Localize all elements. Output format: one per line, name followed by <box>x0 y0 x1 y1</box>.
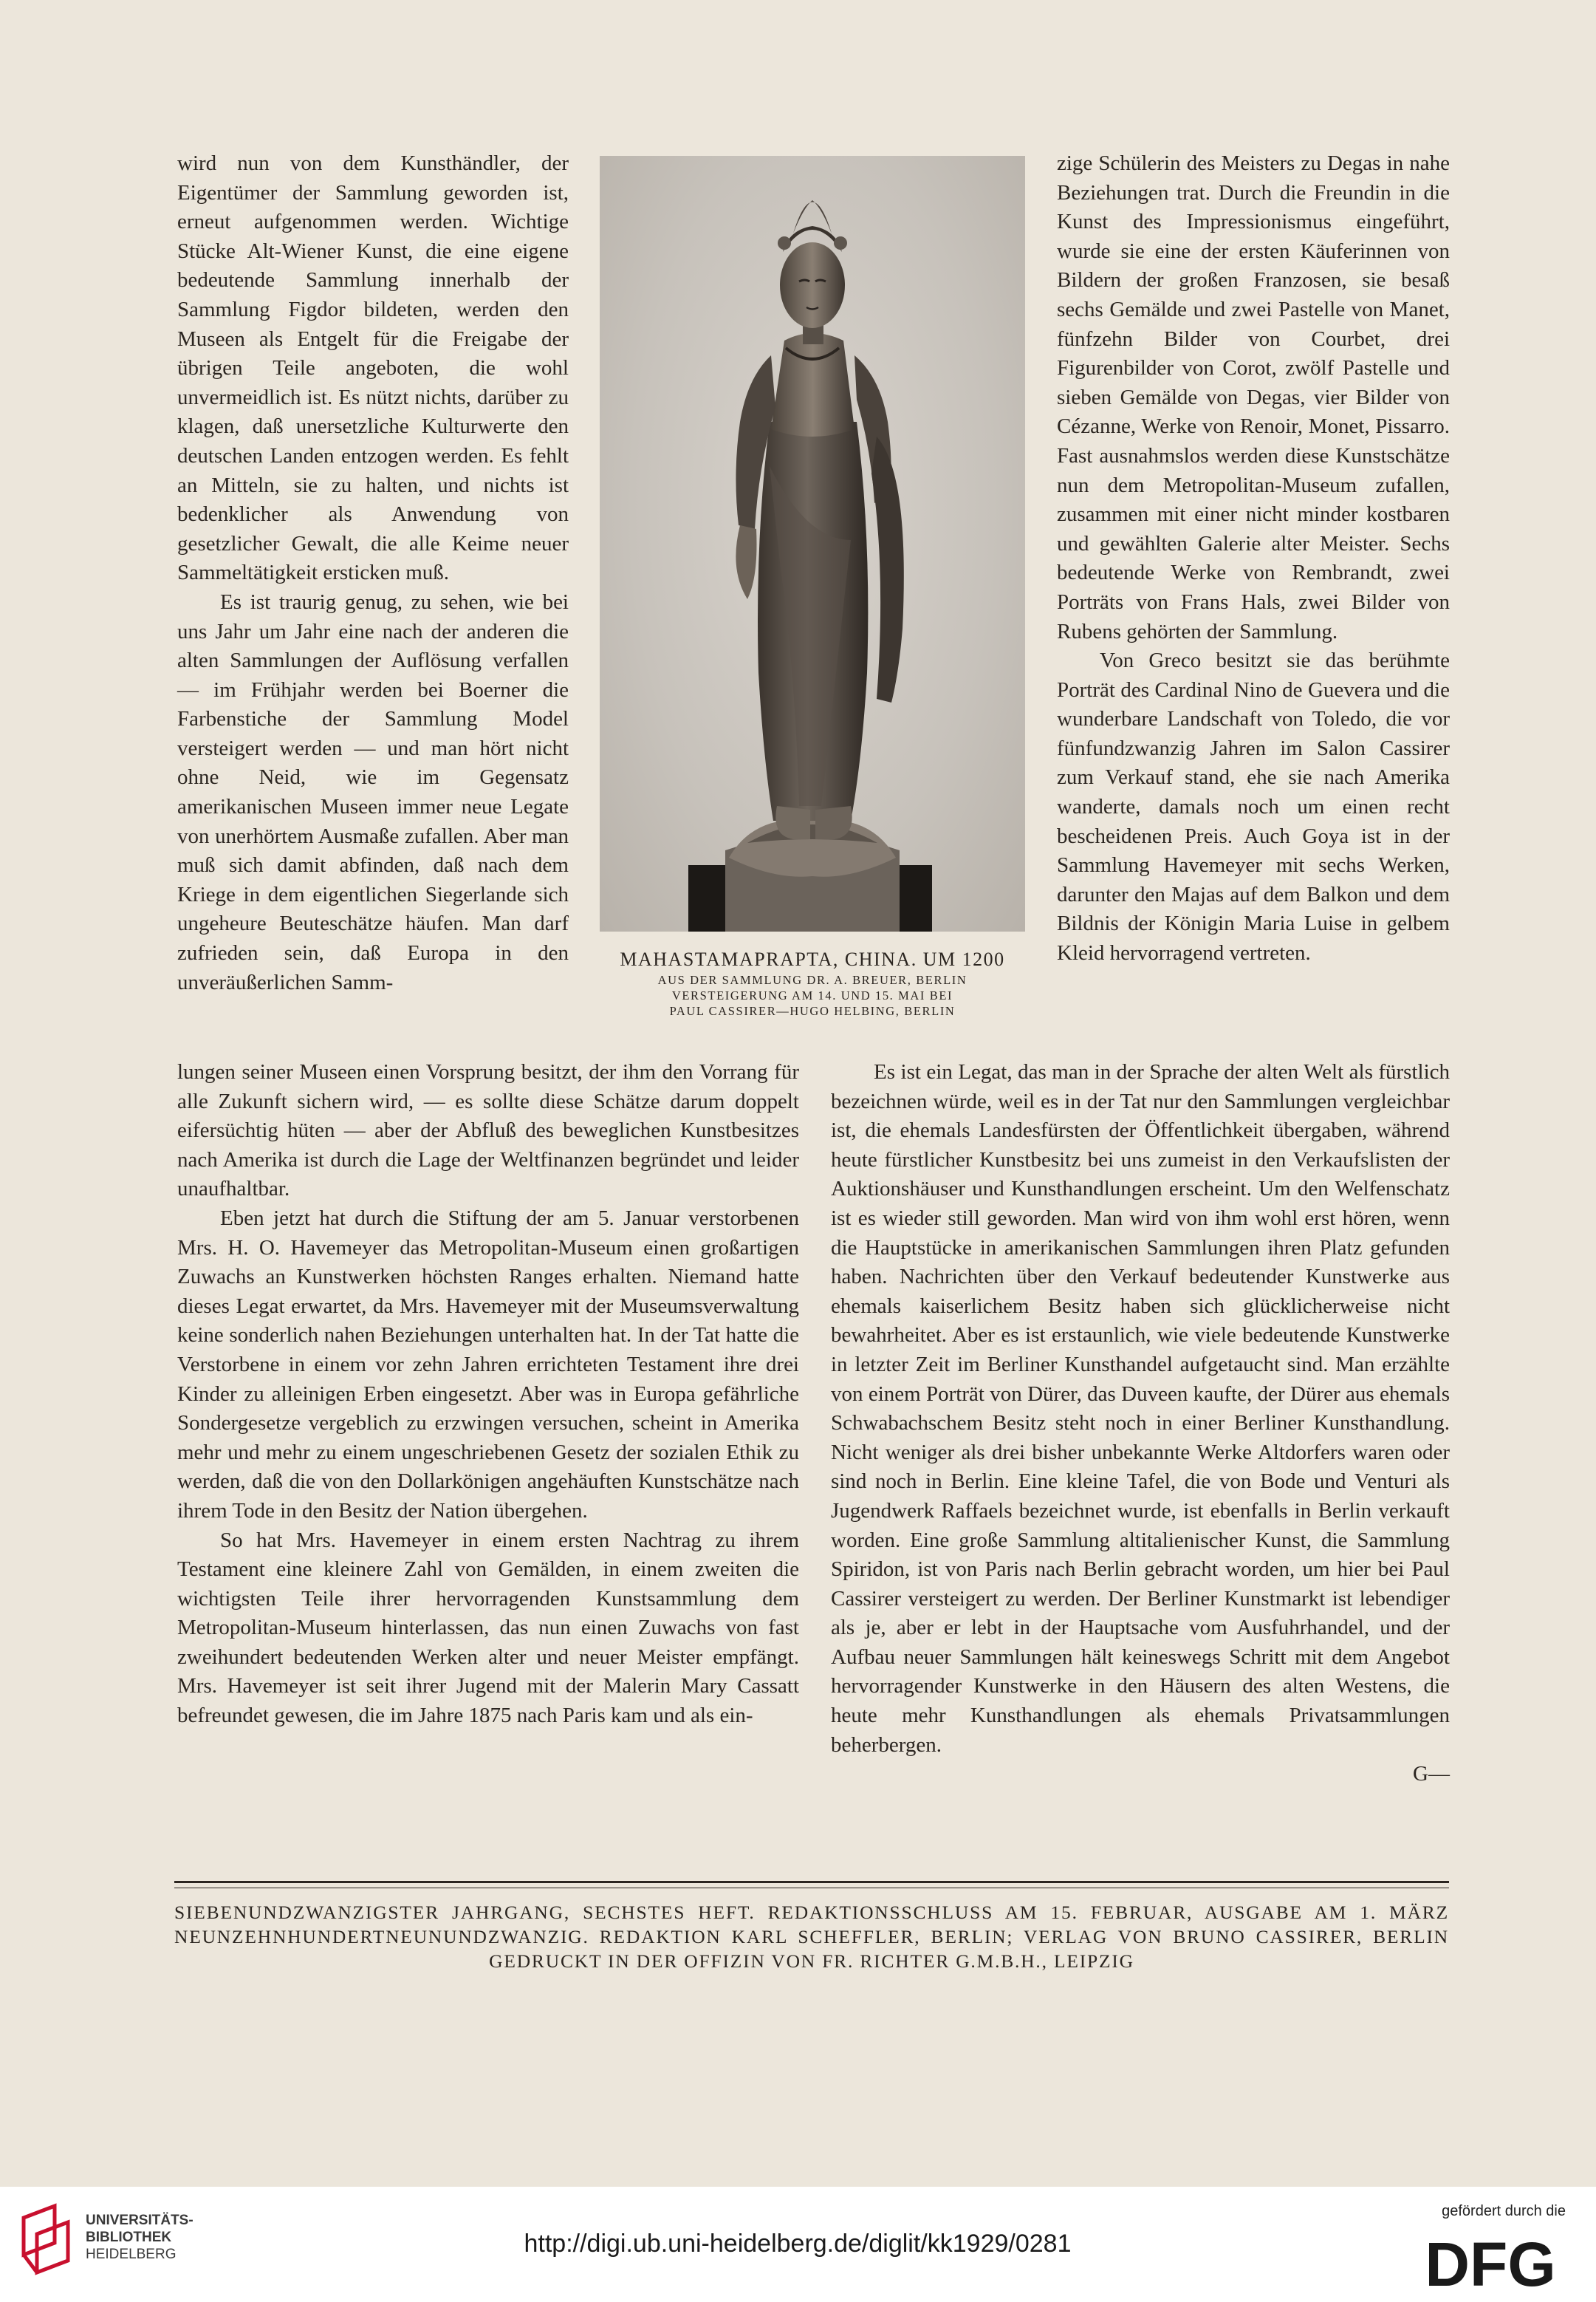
rule-thick <box>174 1881 1449 1883</box>
paragraph: Es ist traurig genug, zu sehen, wie bei uns Jahr um Jahr eine nach der anderen die alten Sammlungen der Auflösung verfallen — im Frühjahr werden bei Boerner die Farbenstiche der Sammlung Model versteigert werden — und man hört nicht ohne Neid, wie im Gegensatz amerikanischen Museen immer neue Legate von unerhörtem Ausmaße zufallen. Aber man muß sich damit abfinden, daß nach dem Kriege in dem eigentlichen Siegerlande sich ungeheure Beuteschätze häufen. Man darf zufrieden sein, daß Europa in den unveräußerlichen Samm- <box>177 590 569 994</box>
paragraph: So hat Mrs. Havemeyer in einem ersten Nachtrag zu ihrem Testament eine kleinere Zahl von Gemälden, in einem zweiten die wichtigsten Teile ihrer hervorragenden Kunstsammlung dem Metropolitan-Museum hinterlassen, das nun einen Zuwachs von fast zweihundert bedeutenden Werken alter und neuer Meister empfängt. Mrs. Havemeyer ist seit ihrer Jugend mit der Malerin Mary Cassatt befreundet gewesen, die im Jahre 1875 nach Paris kam und als ein- <box>177 1528 799 1728</box>
library-name-line: UNIVERSITÄTS- <box>86 2213 193 2228</box>
text-column-right-upper <box>1057 149 1450 969</box>
author-signature: G— <box>1413 1762 1450 1786</box>
paragraph: zige Schülerin des Meisters zu Degas in nahe Beziehungen trat. Durch die Freundin in die Kunst des Impressionismus eingeführt, wurde sie eine der ersten Käuferinnen von Bildern der großen Franzosen, sie besaß sechs Gemälde und zwei Pastelle von Manet, fünfzehn Bilder von Courbet, drei Figurenbilder von Corot, zwölf Pastelle und sieben Gemälde von Degas, vier Bilder von Cézanne, Werke von Renoir, Monet, Pissarro. Fast ausnahmslos werden diese Kunstschätze nun dem Metropolitan-Museum zufallen, zusammen mit einer nicht minder kostbaren und gewählten Galerie alter Meister. Sechs bedeutende Werke von Rembrandt, zwei Porträts von Frans Hals, zwei Bilder von Rubens gehörten der Sammlung. <box>1057 151 1450 643</box>
dfg-logo-icon <box>1406 2236 1575 2293</box>
paragraph: Es ist ein Legat, das man in der Sprache der alten Welt als fürstlich bezeichnen würde, weil es in der Tat nur den Sammlungen vergleichbar ist, die ehemals Landesfürsten der Öffentlichkeit übergaben, während heute fürstlicher Kunstbesitz bei uns zumeist in den Verkaufslisten der Auktionshäuser und Kunsthandlungen erscheint. Um den Welfenschatz ist es wieder still geworden. Man wird von ihm wohl erst hören, wenn die Hauptstücke in amerikanischen Sammlungen ihren Platz gefunden haben. Nachrichten über den Verkauf bedeutender Kunstwerke aus ehemals kaiserlichem Besitz haben sich glücklicherweise nicht bewahrheitet. Aber es ist erstaunlich, wie viele bedeutende Kunstwerke in letzter Zeit im Berliner Kunsthandel aufgetaucht sind. Man erzählte von einem Porträt von Dürer, das Duveen kaufte, der Dürer aus ehemals Schwabachschem Besitz steht noch in einer Berliner Kunsthandlung. Nicht weniger als drei bisher unbekannte Werke Altdorfers waren oder sind noch in Berlin. Eine kleine Tafel, die von Bode und Venturi als Jugendwerk Raffaels bezeichnet wurde, ist ebenfalls in Berlin verkauft worden. Eine große Sammlung altitalienischer Kunst, die Sammlung Spiridon, ist von Paris nach Berlin gebracht worden, um hier bei Paul Cassirer versteigert zu werden. Der Berliner Kunstmarkt ist lebendiger als je, aber er lebt in der Hauptsache vom Ausfuhrhandel, und der Aufbau neuer Sammlungen hält keineswegs Schritt mit dem Angebot hervorragender Kunstwerke in den Häusern des alten Westens, die heute mehr Kunsthandlungen als ehemals Privatsammlungen beherbergen. <box>831 1060 1450 1757</box>
paragraph: wird nun von dem Kunsthändler, der Eigentümer der Sammlung geworden ist, erneut aufgenommen werden. Wichtige Stücke Alt-Wiener Kunst, die eine eigene bedeutende Sammlung innerhalb der Sammlung Figdor bildeten, werden den Museen als Entgelt für die Freigabe der übrigen Teile angeboten, die wohl unvermeidlich ist. Es nützt nichts, darüber zu klagen, daß unersetzliche Kulturwerte den deutschen Landen entzogen werden. Es fehlt an Mitteln, sie zu halten, und nichts ist bedenklicher als Anwendung von gesetzlicher Gewalt, die alle Keime neuer Sammeltätigkeit ersticken muß. <box>177 151 569 585</box>
paragraph: Von Greco besitzt sie das berühmte Porträt des Cardinal Nino de Guevera und die wunderbare Landschaft von Toledo, die vor fünfundzwanzig Jahren im Salon Cassirer zum Verkauf stand, ehe sie nach Amerika wanderte, damals noch um einen recht bescheidenen Preis. Auch Goya ist in der Sammlung Havemeyer mit sechs Werken, darunter den Majas auf dem Balkon und dem Bildnis der Königin Maria Luise in gelbem Kleid hervorragend vertreten. <box>1057 649 1450 966</box>
caption-auctioneers: PAUL CASSIRER—HUGO HELBING, BERLIN <box>669 1004 956 1018</box>
sculpture-photograph <box>600 156 1025 932</box>
colophon-rule <box>174 1881 1449 1888</box>
text-column-right-lower <box>831 1058 1450 1789</box>
caption-auction: VERSTEIGERUNG AM 14. UND 15. MAI BEI <box>671 988 953 1003</box>
text-column-left-upper <box>177 149 569 997</box>
paragraph: lungen seiner Museen einen Vorsprung besitzt, der ihm den Vorrang für alle Zukunft sichern wird, — es sollte diese Schätze darum doppelt eifersüchtig hüten — aber der Abfluß des beweglichen Kunstbesitzes nach Amerika ist durch die Lage der Weltfinanzen begründet und leider unaufhaltbar. <box>177 1060 799 1201</box>
caption-title: MAHASTAMAPRAPTA, CHINA. UM 1200 <box>620 949 1005 970</box>
dfg-logo-text: DFG <box>1425 2236 1556 2293</box>
statue-image <box>600 156 1025 932</box>
source-url-link[interactable]: http://digi.ub.uni-heidelberg.de/diglit/kk1929/0281 <box>524 2230 1072 2258</box>
paragraph: Eben jetzt hat durch die Stiftung der am 5. Januar verstorbenen Mrs. H. O. Havemeyer das Metropolitan-Museum einen großartigen Zuwachs an Kunstwerken höchsten Ranges erhalten. Niemand hatte dieses Legat erwartet, da Mrs. Havemeyer mit der Museumsverwaltung keine sonderlich nahen Beziehungen unterhalten hat. In der Tat hatte die Verstorbene in einem vor zehn Jahren errichteten Testament ihre drei Kinder zu alleinigen Erben eingesetzt. Aber was in Europa gefährliche Sondergesetze vergeblich zu erzwingen versuchen, scheint in Amerika mehr und mehr zu einem ungeschriebenen Gesetz der sozialen Ethik zu werden, daß die von den Dollarkönigen angehäuften Kunstschätze nach ihrem Tode in den Besitz der Nation übergehen. <box>177 1206 799 1523</box>
library-name-line: HEIDELBERG <box>86 2247 177 2262</box>
colophon <box>174 1900 1449 1973</box>
colophon-line: NEUNZEHNHUNDERTNEUNUNDZWANZIG. REDAKTION KARL SCHEFFLER, BERLIN; VERLAG VON BRUNO CASSIRER, BERLIN <box>174 1926 1449 1947</box>
library-name <box>86 2212 193 2263</box>
university-library-logo-icon <box>18 2203 77 2283</box>
figure-caption <box>591 947 1034 1019</box>
funding-label: gefördert durch die <box>1442 2203 1566 2219</box>
text-column-left-lower <box>177 1058 799 1731</box>
library-name-line: BIBLIOTHEK <box>86 2230 172 2245</box>
colophon-line: SIEBENUNDZWANZIGSTER JAHRGANG, SECHSTES HEFT. REDAKTIONSSCHLUSS AM 15. FEBRUAR, AUSGABE AM 1. MÄRZ <box>174 1902 1449 1923</box>
colophon-line: GEDRUCKT IN DER OFFIZIN VON FR. RICHTER G.M.B.H., LEIPZIG <box>489 1950 1134 1972</box>
caption-source: AUS DER SAMMLUNG DR. A. BREUER, BERLIN <box>657 973 967 987</box>
